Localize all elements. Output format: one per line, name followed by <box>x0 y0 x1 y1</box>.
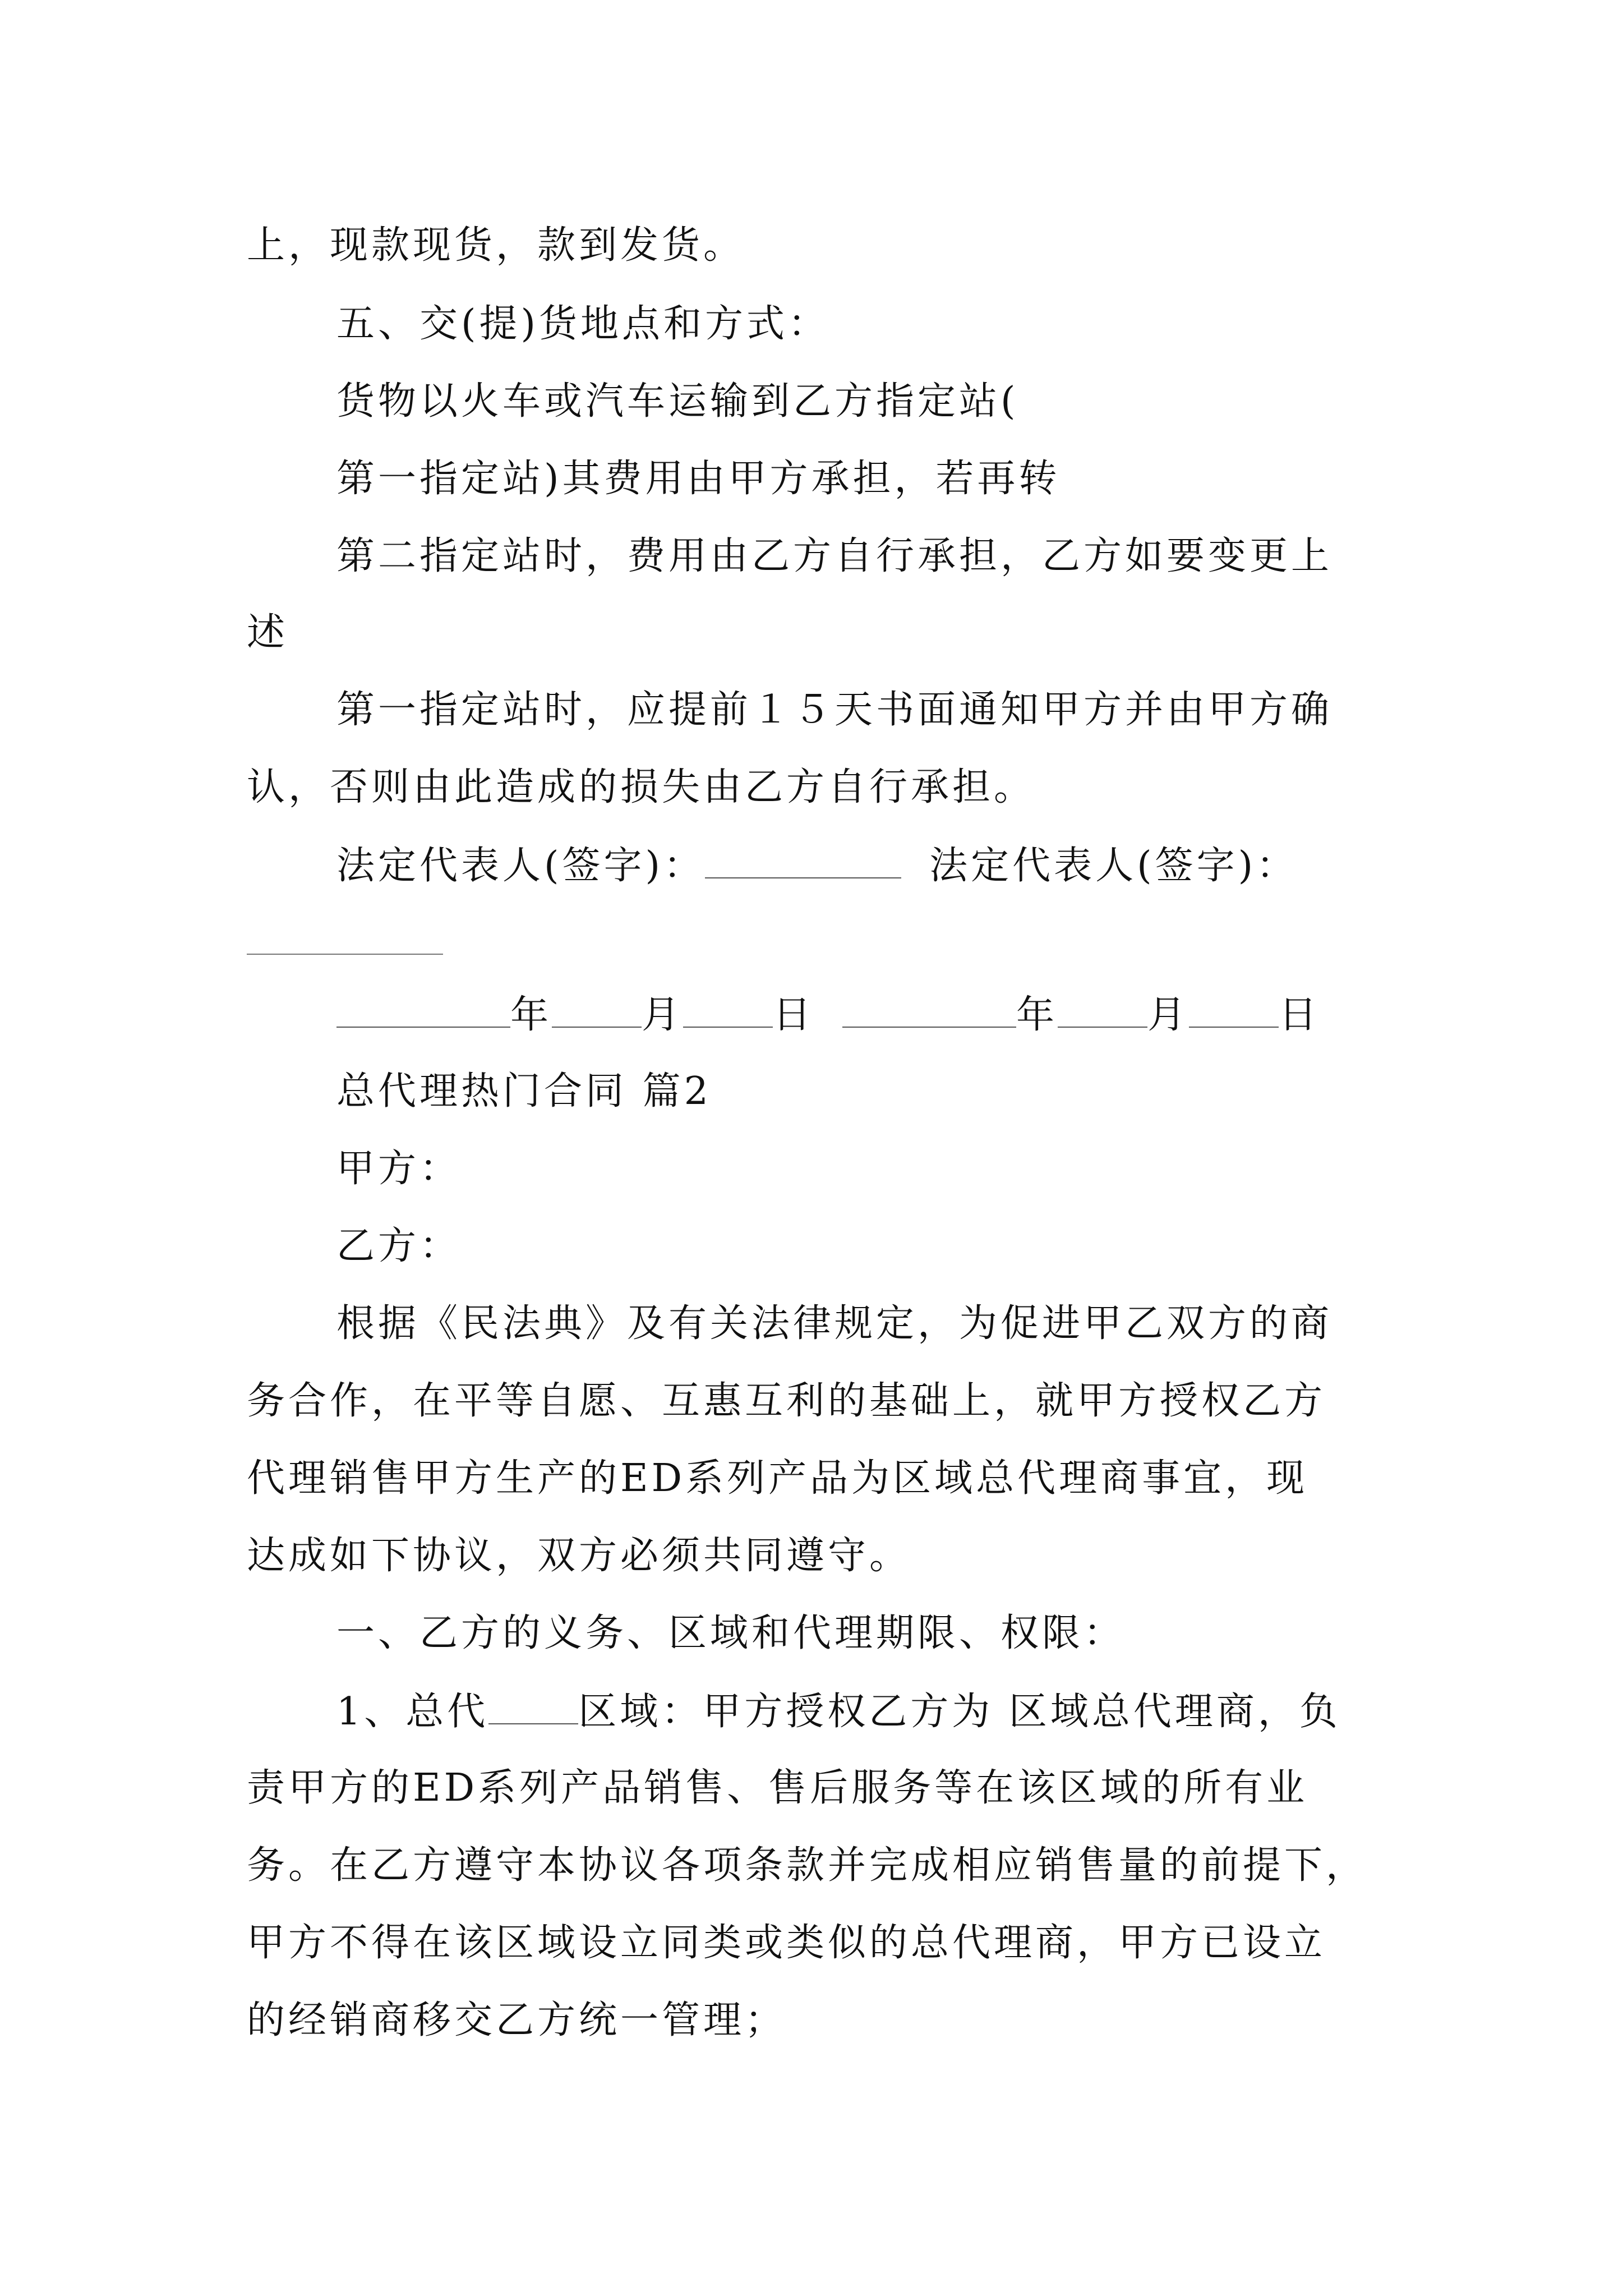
paragraph-line: 甲方不得在该区域设立同类或类似的总代理商，甲方已设立 <box>247 1921 1326 1965</box>
day-blank <box>1189 987 1279 1028</box>
paragraph-line: 第二指定站时，费用由乙方自行承担，乙方如要变更上 <box>336 534 1333 578</box>
signature-label-party-a: 法定代表人(签字)： <box>336 844 706 888</box>
paragraph-line: 第一指定站时，应提前１５天书面通知甲方并由甲方确 <box>336 688 1333 732</box>
paragraph-line: 责甲方的ED系列产品销售、售后服务等在该区域的所有业 <box>247 1766 1308 1810</box>
year-label: 年 <box>1016 993 1058 1037</box>
paragraph-line: 认，否则由此造成的损失由乙方自行承担。 <box>247 765 1036 809</box>
day-blank <box>683 987 773 1028</box>
clause-text: 区域：甲方授权乙方为 区域总代理商，负 <box>578 1690 1341 1734</box>
paragraph-line: 代理销售甲方生产的ED系列产品为区域总代理商事宜，现 <box>247 1456 1308 1501</box>
party-b-label: 乙方： <box>336 1224 462 1268</box>
day-label: 日 <box>1279 993 1321 1037</box>
date-row <box>336 987 1481 1042</box>
contract-title: 总代理热门合同 篇2 <box>336 1069 712 1114</box>
signature-blank-party-b <box>247 954 443 955</box>
paragraph-line: 务合作，在平等自愿、互惠互利的基础上，就甲方授权乙方 <box>247 1379 1326 1423</box>
year-label: 年 <box>510 993 552 1037</box>
party-a-label: 甲方： <box>336 1147 462 1191</box>
signature-row <box>336 838 1481 893</box>
paragraph-line: 的经销商移交乙方统一管理； <box>247 1998 787 2042</box>
section-heading: 五、交(提)货地点和方式： <box>336 302 830 346</box>
section-heading: 一、乙方的义务、区域和代理期限、权限： <box>336 1611 1126 1655</box>
year-blank <box>842 987 1016 1028</box>
signature-label-party-b: 法定代表人(签字)： <box>929 844 1298 888</box>
paragraph-line: 根据《民法典》及有关法律规定，为促进甲乙双方的商 <box>336 1301 1333 1346</box>
paragraph-line: 上，现款现货，款到发货。 <box>247 223 745 268</box>
paragraph-line: 货物以火车或汽车运输到乙方指定站( <box>336 379 1019 424</box>
region-blank <box>488 1684 578 1724</box>
year-blank <box>336 987 510 1028</box>
signature-blank-party-a <box>705 838 901 878</box>
clause-line <box>336 1684 1481 1739</box>
paragraph-line: 第一指定站)其费用由甲方承担，若再转 <box>336 457 1061 501</box>
month-label: 月 <box>1147 993 1189 1037</box>
month-blank <box>1058 987 1147 1028</box>
month-blank <box>552 987 642 1028</box>
day-label: 日 <box>773 993 815 1037</box>
paragraph-line: 务。在乙方遵守本协议各项条款并完成相应销售量的前提下， <box>247 1843 1368 1888</box>
paragraph-line: 达成如下协议，双方必须共同遵守。 <box>247 1534 911 1578</box>
clause-prefix: 1、总代 <box>336 1690 489 1734</box>
paragraph-line: 述 <box>247 610 289 655</box>
month-label: 月 <box>642 993 684 1037</box>
